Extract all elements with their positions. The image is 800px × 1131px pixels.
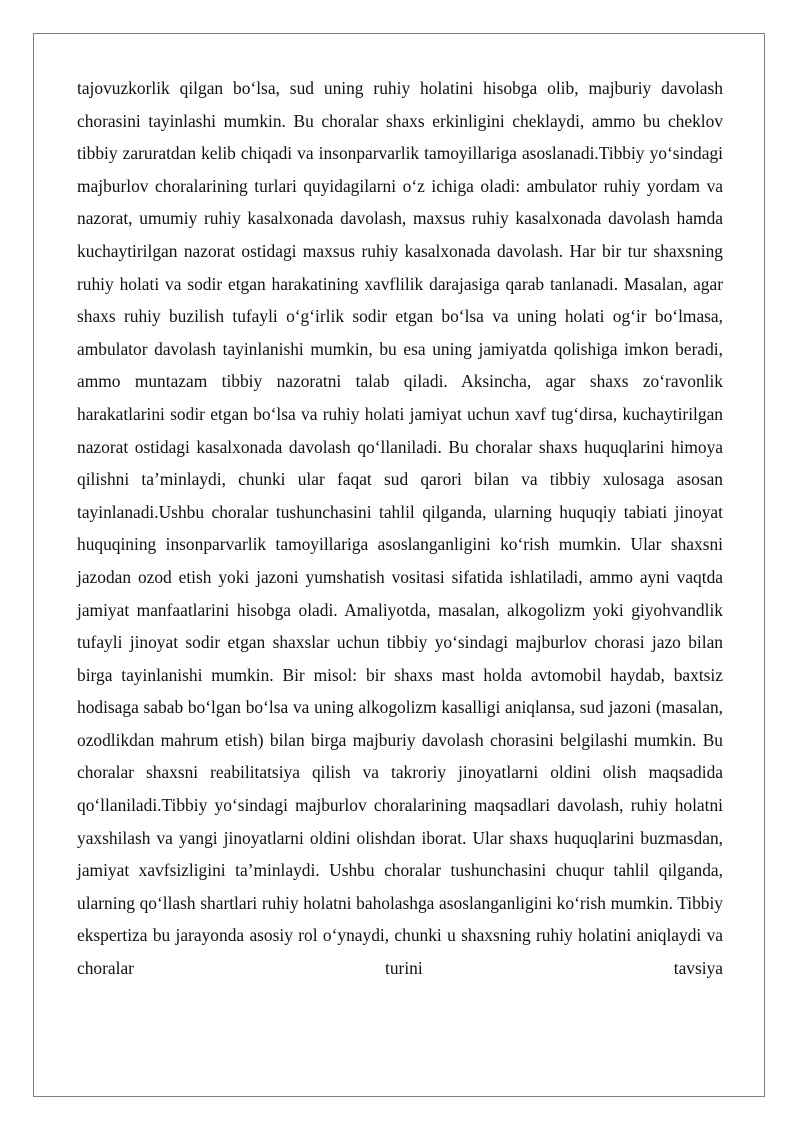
body-paragraph: tajovuzkorlik qilgan bo‘lsa, sud uning ruhiy holatini hisobga olib, majburiy davolash chorasini tayinlashi mumkin. Bu choralar shaxs erkinligini cheklaydi, ammo bu cheklov tibbiy zaruratdan kelib chiqadi va insonparvarlik tamoyillariga asoslanadi.Tibbiy yo‘sindagi majburlov choralarining turlari quyidagilarni o‘z ichiga oladi: ambulator ruhiy yordam va nazorat, umumiy ruhiy kasalxonada davolash, maxsus ruhiy kasalxonada davolash hamda kuchaytirilgan nazorat ostidagi maxsus ruhiy kasalxonada davolash. Har bir tur shaxsning ruhiy holati va sodir etgan harakatining xavflilik darajasiga qarab tanlanadi. Masalan, agar shaxs ruhiy buzilish tufayli o‘g‘irlik sodir etgan bo‘lsa va uning holati og‘ir bo‘lmasa, ambulator davolash tayinlanishi mumkin, bu esa uning jamiyatda qolishiga imkon beradi, ammo muntazam tibbiy nazoratni talab qiladi. Aksincha, agar shaxs zo‘ravonlik harakatlarini sodir etgan bo‘lsa va ruhiy holati jamiyat uchun xavf tug‘dirsa, kuchaytirilgan nazorat ostidagi kasalxonada davolash qo‘llaniladi. Bu choralar shaxs huquqlarini himoya qilishni ta’minlaydi, chunki ular faqat sud qarori bilan va tibbiy xulosaga asosan tayinlanadi.Ushbu choralar tushunchasini tahlil qilganda, ularning huquqiy tabiati jinoyat huquqining insonparvarlik tamoyillariga asoslanganligini ko‘rish mumkin. Ular shaxsni jazodan ozod etish yoki jazoni yumshatish vositasi sifatida ishlatiladi, ammo ayni vaqtda jamiyat manfaatlarini hisobga oladi. Amaliyotda, masalan, alkogolizm yoki giyohvandlik tufayli jinoyat sodir etgan shaxslar uchun tibbiy yo‘sindagi majburlov chorasi jazo bilan birga tayinlanishi mumkin. Bir misol: bir shaxs mast holda avtomobil haydab, baxtsiz hodisaga sabab bo‘lgan bo‘lsa va uning alkogolizm kasalligi aniqlansa, sud jazoni (masalan, ozodlikdan mahrum etish) bilan birga majburiy davolash chorasini belgilashi mumkin. Bu choralar shaxsni reabilitatsiya qilish va takroriy jinoyatlarni oldini olish maqsadida qo‘llaniladi.Tibbiy yo‘sindagi majburlov choralarining maqsadlari davolash, ruhiy holatni yaxshilash va yangi jinoyatlarni oldini olishdan iborat. Ular shaxs huquqlarini buzmasdan, jamiyat xavfsizligini ta’minlaydi. Ushbu choralar tushunchasini chuqur tahlil qilganda, ularning qo‘llash shartlari ruhiy holatni baholashga asoslanganligini ko‘rish mumkin. Tibbiy ekspertiza bu jarayonda asosiy rol o‘ynaydi, chunki u shaxsning ruhiy holatini aniqlaydi va choralar turini tavsiya <box>77 78 723 979</box>
